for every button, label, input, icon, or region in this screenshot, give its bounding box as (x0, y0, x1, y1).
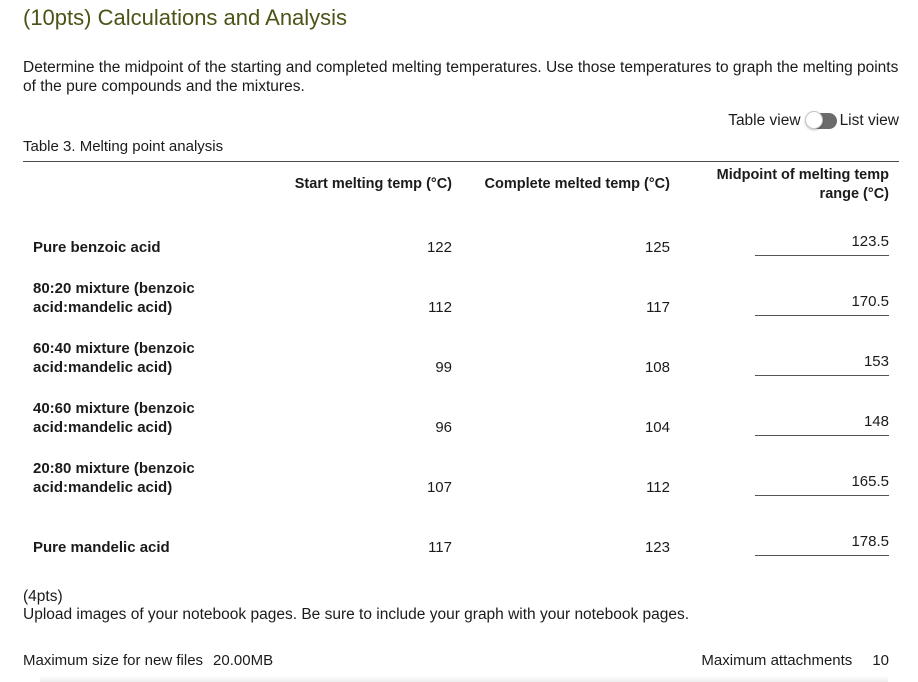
midpoint-input[interactable]: 123.5 (755, 232, 889, 256)
complete-temp-cell: 104 (644, 419, 670, 436)
complete-temp-cell: 112 (646, 479, 670, 496)
max-size-value: 20.00MB (213, 652, 274, 669)
row-label: 20:80 mixture (benzoic acid:mandelic acid) (33, 460, 195, 496)
complete-temp-cell: 117 (646, 299, 670, 316)
start-temp-cell: 99 (435, 359, 452, 376)
row-label: Pure benzoic acid (33, 239, 161, 256)
midpoint-input[interactable]: 170.5 (755, 292, 889, 316)
row-label: 40:60 mixture (benzoic acid:mandelic acid) (33, 400, 195, 436)
midpoint-input[interactable]: 153 (755, 352, 889, 376)
midpoint-input[interactable]: 178.5 (755, 532, 889, 556)
max-attachments (701, 652, 889, 669)
start-temp-cell: 117 (428, 539, 452, 556)
header-midpoint: Midpoint of melting temp range (°C) (716, 167, 889, 202)
table-view-label[interactable]: Table view (728, 112, 801, 129)
table-top-rule (23, 161, 899, 162)
row-label: 80:20 mixture (benzoic acid:mandelic acid) (33, 280, 195, 316)
table-caption: Table 3. Melting point analysis (23, 138, 224, 155)
list-view-label[interactable]: List view (839, 112, 899, 129)
instructions-text: Determine the midpoint of the starting and completed melting temperatures. Use those temperatures to graph the melting points of the pure compounds and the mixtures. (23, 59, 899, 95)
header-start-temp: Start melting temp (°C) (294, 176, 452, 192)
midpoint-input[interactable]: 148 (755, 412, 889, 436)
max-attachments-label: Maximum attachments (701, 652, 853, 669)
section-heading: (10pts) Calculations and Analysis (23, 5, 348, 30)
max-size-label: Maximum size for new files (23, 652, 204, 669)
start-temp-cell: 112 (428, 299, 452, 316)
upload-instructions: Upload images of your notebook pages. Be sure to include your graph with your notebook pages. (23, 606, 690, 623)
max-attachments-value: 10 (872, 652, 889, 669)
upload-area-edge (40, 676, 888, 682)
upload-points: (4pts) (23, 588, 63, 605)
start-temp-cell: 122 (426, 239, 452, 256)
row-label: Pure mandelic acid (33, 539, 170, 556)
midpoint-input[interactable]: 165.5 (755, 472, 889, 496)
complete-temp-cell: 125 (644, 239, 670, 256)
view-toggle-switch[interactable] (807, 113, 837, 129)
header-complete-temp: Complete melted temp (°C) (484, 176, 670, 192)
complete-temp-cell: 123 (644, 539, 670, 556)
row-label: 60:40 mixture (benzoic acid:mandelic acid) (33, 340, 195, 376)
toggle-knob (805, 111, 823, 129)
view-toggle (728, 112, 899, 130)
start-temp-cell: 107 (426, 479, 452, 496)
start-temp-cell: 96 (435, 419, 452, 436)
complete-temp-cell: 108 (644, 359, 670, 376)
max-file-size (23, 652, 273, 669)
